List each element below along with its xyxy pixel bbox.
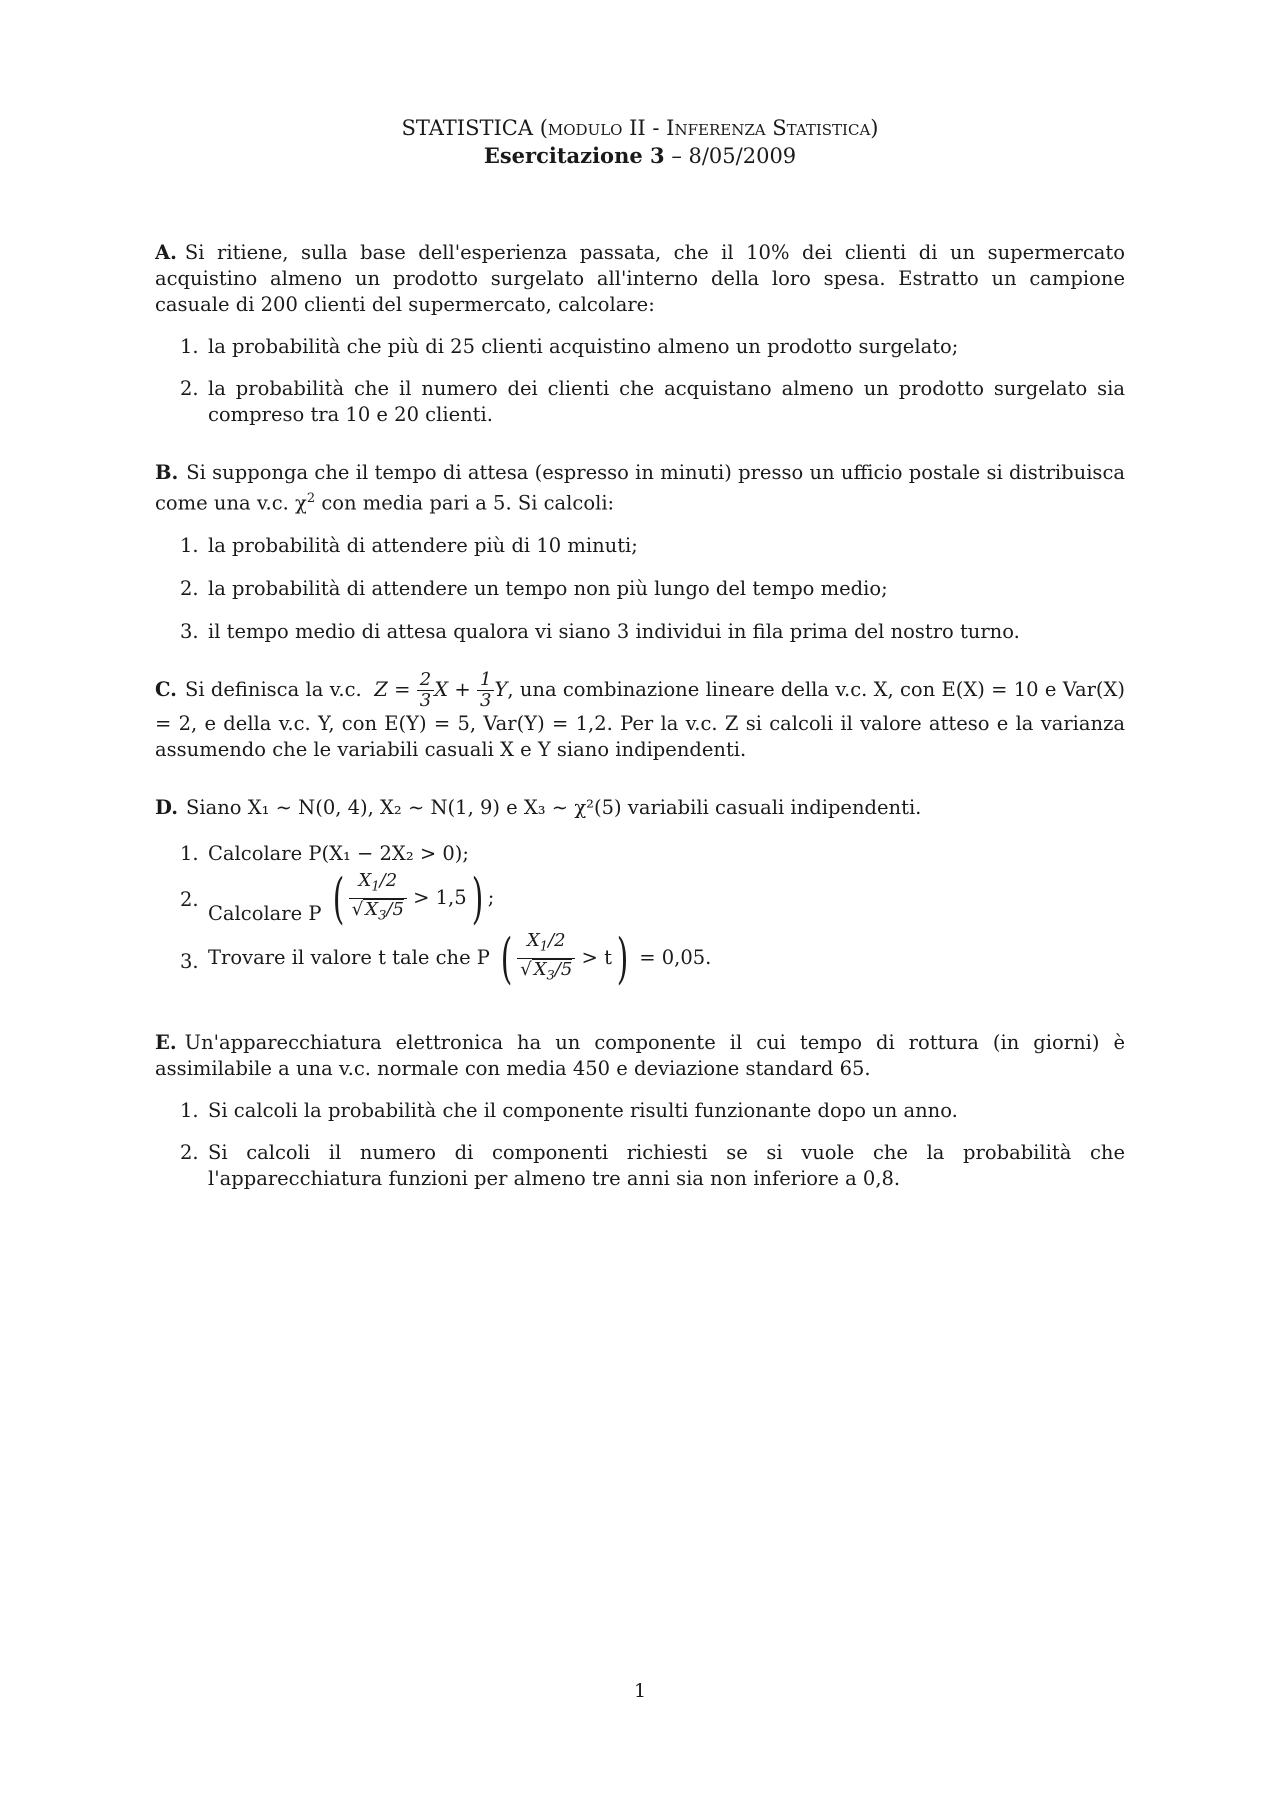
list-item: 1. la probabilità di attendere più di 10 minuti; — [180, 533, 638, 557]
section-a-text: A. Si ritiene, sulla base dell'esperienza passata, che il 10% dei clienti di un supermercato acquistino almeno un prodotto surgelato all'interno della loro spesa. Estratto un campione casuale di 200 clienti del supermercato, calcolare: — [155, 241, 1125, 316]
list-item: 1. la probabilità che più di 25 clienti acquistino almeno un prodotto surgelato; — [180, 335, 959, 358]
section-b-text: B. Si supponga che il tempo di attesa (espresso in minuti) presso un ufficio postale si distribuisca come una v.c. $\chi^2$ con media pari a 5. Si calcoli: — [155, 461, 1125, 515]
page-number: 1 — [633, 1680, 647, 1702]
section-a — [155, 240, 1125, 428]
section-b — [155, 460, 1125, 645]
document-header — [0, 115, 1280, 170]
list-item: 2. Si calcoli il numero di componenti richiesti se si vuole che la probabilità che l'apparecchiatura funzioni per almeno tre anni sia non inferiore a 0,8. — [180, 1141, 1125, 1190]
section-d — [155, 795, 1125, 997]
section-a-list — [155, 334, 1125, 428]
list-item: 1. Si calcoli la probabilità che il componente risulti funzionante dopo un anno. — [180, 1099, 958, 1122]
list-item: 2. Calcolare P ( $\frac{X_1/2}{√ X_3/5}$ > 1,5) ; — [180, 866, 495, 930]
list-item: 3. Trovare il valore t tale che P ( $\frac{X_1/2}{√ X_3/5}$ > t) = 0,05. — [180, 926, 712, 990]
fraction-x1-over-sqrt-x3: $\frac{X_1/2}{√ X_3/5}$ — [349, 871, 407, 926]
list-item: 2. la probabilità di attendere un tempo non più lungo del tempo medio; — [180, 576, 888, 600]
section-e-text: E. Un'apparecchiatura elettronica ha un componente il cui tempo di rottura (in giorni) è assimilabile a una v.c. normale con media 450 e deviazione standard 65. — [155, 1031, 1125, 1080]
section-d-list — [155, 841, 1125, 997]
section-b-list — [155, 533, 1125, 645]
fraction-x1-over-sqrt-x3: $\frac{X_1/2}{√ X_3/5}$ — [517, 931, 575, 986]
list-item: 2. la probabilità che il numero dei clienti che acquistano almeno un prodotto surgelato sia compreso tra 10 e 20 clienti. — [180, 377, 1125, 426]
list-item: 3. il tempo medio di attesa qualora vi siano 3 individui in fila prima del nostro turno. — [180, 619, 1020, 643]
section-d-text: D. Siano X₁ ∼ N(0, 4), X₂ ∼ N(1, 9) e X₃ ∼ χ²(5) variabili casuali indipendenti. — [155, 796, 922, 819]
section-e — [155, 1030, 1125, 1192]
section-c — [155, 670, 1125, 763]
header-title: STATISTICA (modulo II - Inferenza Statistica) — [401, 116, 879, 140]
formula-z: Z = $\frac{2}{3}$ X + $\frac{1}{3}$ Y — [368, 669, 508, 711]
section-c-text: C. Si definisca la v.c. Z = $\frac{2}{3}$ X + $\frac{1}{3}$ Y, una combinazione lineare della v.c. X, con E(X) = 10 e Var(X) = 2, e della v.c. Y, con E(Y) = 5, Var(Y) = 1,2. Per la v.c. Z si calcoli il valore atteso e la varianza assumendo che le variabili casuali X e Y siano indipendenti. — [155, 669, 1126, 761]
section-e-list — [155, 1098, 1125, 1192]
list-item: 1. Calcolare P(X₁ − 2X₂ > 0); — [180, 842, 469, 865]
header-subtitle: Esercitazione 3 – 8/05/2009 — [483, 143, 797, 168]
